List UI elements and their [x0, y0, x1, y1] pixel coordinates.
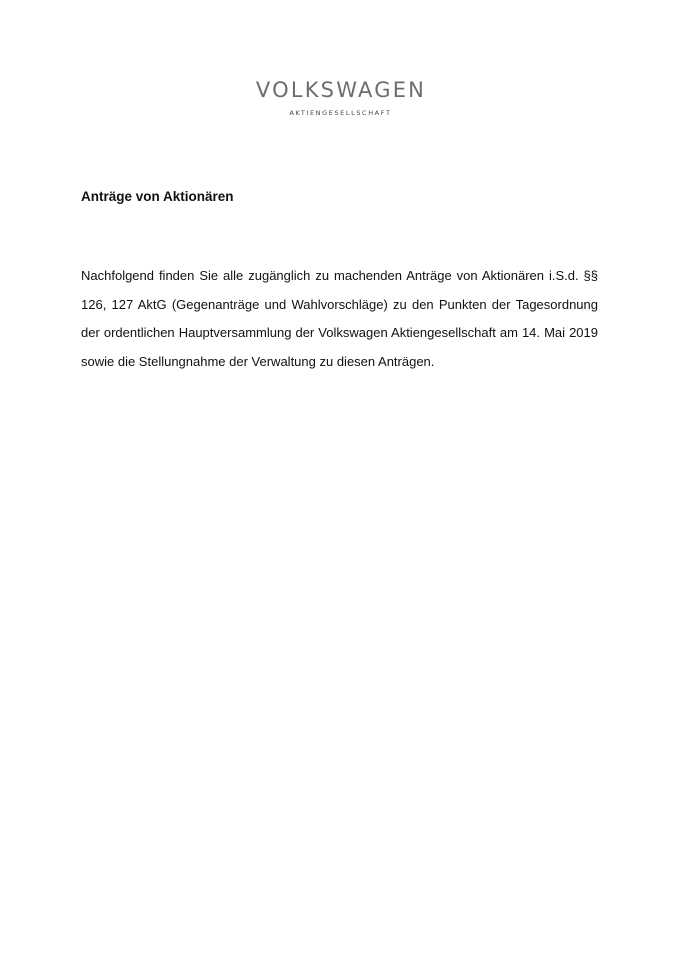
company-logo [0, 76, 679, 118]
document-heading: Anträge von Aktionären [81, 189, 234, 204]
logo-subtitle: AKTIENGESELLSCHAFT [289, 109, 392, 117]
logo-wordmark: VOLKSWAGEN [255, 78, 427, 102]
document-paragraph: Nachfolgend finden Sie alle zugänglich zu machenden Anträge von Aktionären i.S.d. §§ 126, 127 AktG (Gegenanträge und Wahlvorschläge) zu den Punkten der Tagesordnung der ordentlichen Hauptversammlung der Volkswagen Aktiengesellschaft am 14. Mai 2019 sowie die Stellungnahme der Verwaltung zu diesen Anträgen. [81, 268, 598, 369]
